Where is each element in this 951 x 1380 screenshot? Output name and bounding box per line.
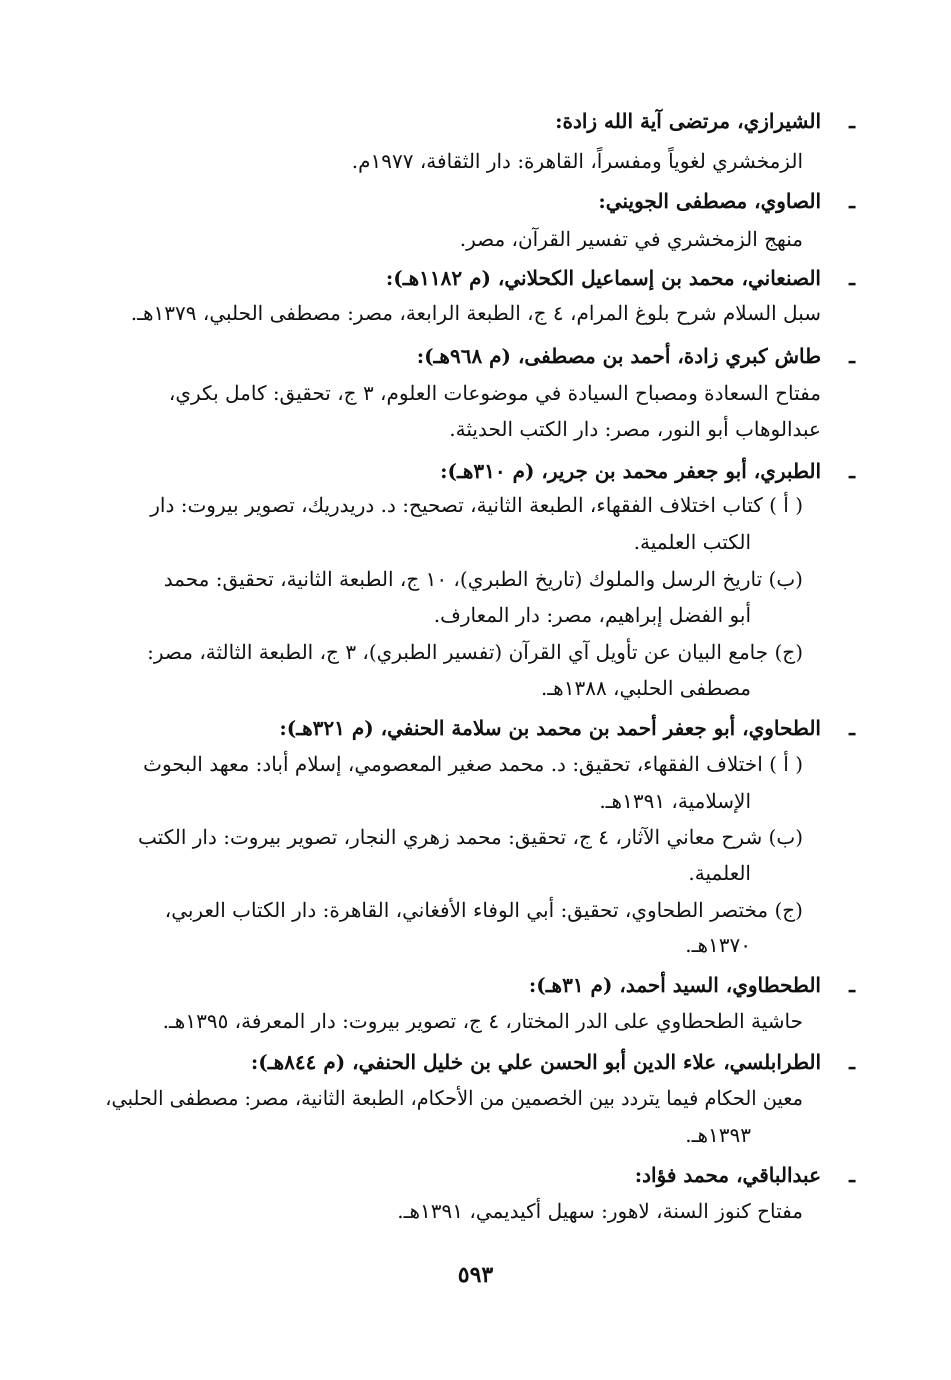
entry-dash: ـ: [849, 1050, 855, 1074]
entry-dash: ـ: [849, 109, 855, 133]
entry-line: مفتاح كنوز السنة، لاهور: سهيل أكيديمي، ١٣٩١هـ.: [397, 1199, 803, 1223]
entry-author: الطحاوي، أبو جعفر أحمد بن محمد بن سلامة الحنفي، (م ٣٢١هـ):: [279, 716, 821, 740]
entry-item: ( أ ) كتاب اختلاف الفقهاء، الطبعة الثانية، تصحيح: د. دريدريك، تصوير بيروت: دار: [150, 493, 803, 517]
entry-line: سبل السلام شرح بلوغ المرام، ٤ ج، الطبعة الرابعة، مصر: مصطفى الحلبي، ١٣٧٩هـ.: [130, 301, 821, 325]
entry-line: ١٣٩٣هـ.: [685, 1123, 751, 1147]
entry-item: (ج) جامع البيان عن تأويل آي القرآن (تفسير الطبري)، ٣ ج، الطبعة الثالثة، مصر:: [147, 640, 803, 664]
page-number: ٥٩٣: [457, 1262, 494, 1288]
entry-item: ( أ ) اختلاف الفقهاء، تحقيق: د. محمد صغير المعصومي، إسلام أباد: معهد البحوث: [143, 752, 803, 776]
entry-author: طاش كبري زادة، أحمد بن مصطفى، (م ٩٦٨هـ):: [416, 344, 821, 368]
entry-author: الطبري، أبو جعفر محمد بن جرير، (م ٣١٠هـ):: [440, 459, 821, 483]
entry-item: (ب) شرح معاني الآثار، ٤ ج، تحقيق: محمد زهري النجار، تصوير بيروت: دار الكتب: [138, 825, 803, 849]
entry-author: الشيرازي، مرتضى آية الله زادة:: [555, 109, 821, 133]
entry-line: معين الحكام فيما يتردد بين الخصمين من الأحكام، الطبعة الثانية، مصر: مصطفى الحلبي،: [105, 1086, 803, 1110]
entry-item: (ج) مختصر الطحاوي، تحقيق: أبي الوفاء الأفغاني، القاهرة: دار الكتاب العربي،: [164, 898, 803, 922]
entry-item-cont: مصطفى الحلبي، ١٣٨٨هـ.: [540, 676, 751, 700]
entry-line: الزمخشري لغوياً ومفسراً، القاهرة: دار الثقافة، ١٩٧٧م.: [351, 149, 803, 173]
entry-author: عبدالباقي، محمد فؤاد:: [634, 1163, 821, 1187]
entry-line: مفتاح السعادة ومصباح السيادة في موضوعات العلوم، ٣ ج، تحقيق: كامل بكري،: [168, 381, 821, 405]
entry-line: حاشية الطحطاوي على الدر المختار، ٤ ج، تصوير بيروت: دار المعرفة، ١٣٩٥هـ.: [162, 1009, 803, 1033]
entry-line: منهج الزمخشري في تفسير القرآن، مصر.: [459, 227, 803, 251]
entry-item-cont: الإسلامية، ١٣٩١هـ.: [599, 789, 751, 813]
entry-dash: ـ: [849, 1163, 855, 1187]
entry-line: عبدالوهاب أبو النور، مصر: دار الكتب الحديثة.: [449, 417, 821, 441]
entry-dash: ـ: [849, 344, 855, 368]
entry-item-cont: العلمية.: [688, 861, 751, 885]
entry-item: (ب) تاريخ الرسل والملوك (تاريخ الطبري)، ١٠ ج، الطبعة الثانية، تحقيق: محمد: [163, 567, 803, 591]
entry-dash: ـ: [849, 459, 855, 483]
entry-item-cont: الكتب العلمية.: [633, 530, 751, 554]
entry-item-cont: أبو الفضل إبراهيم، مصر: دار المعارف.: [433, 603, 751, 627]
entry-author: الطحطاوي، السيد أحمد، (م ٣١هـ):: [528, 973, 821, 997]
entry-dash: ـ: [849, 266, 855, 290]
entry-dash: ـ: [849, 973, 855, 997]
entry-dash: ـ: [849, 716, 855, 740]
entry-author: الطرابلسي، علاء الدين أبو الحسن علي بن خليل الحنفي، (م ٨٤٤هـ):: [250, 1050, 821, 1074]
entry-item-cont: ١٣٧٠هـ.: [685, 933, 751, 957]
entry-author: الصاوي، مصطفى الجويني:: [598, 189, 821, 213]
entry-author: الصنعاني، محمد بن إسماعيل الكحلاني، (م ١١٨٢هـ):: [385, 266, 821, 290]
entry-dash: ـ: [849, 189, 855, 213]
